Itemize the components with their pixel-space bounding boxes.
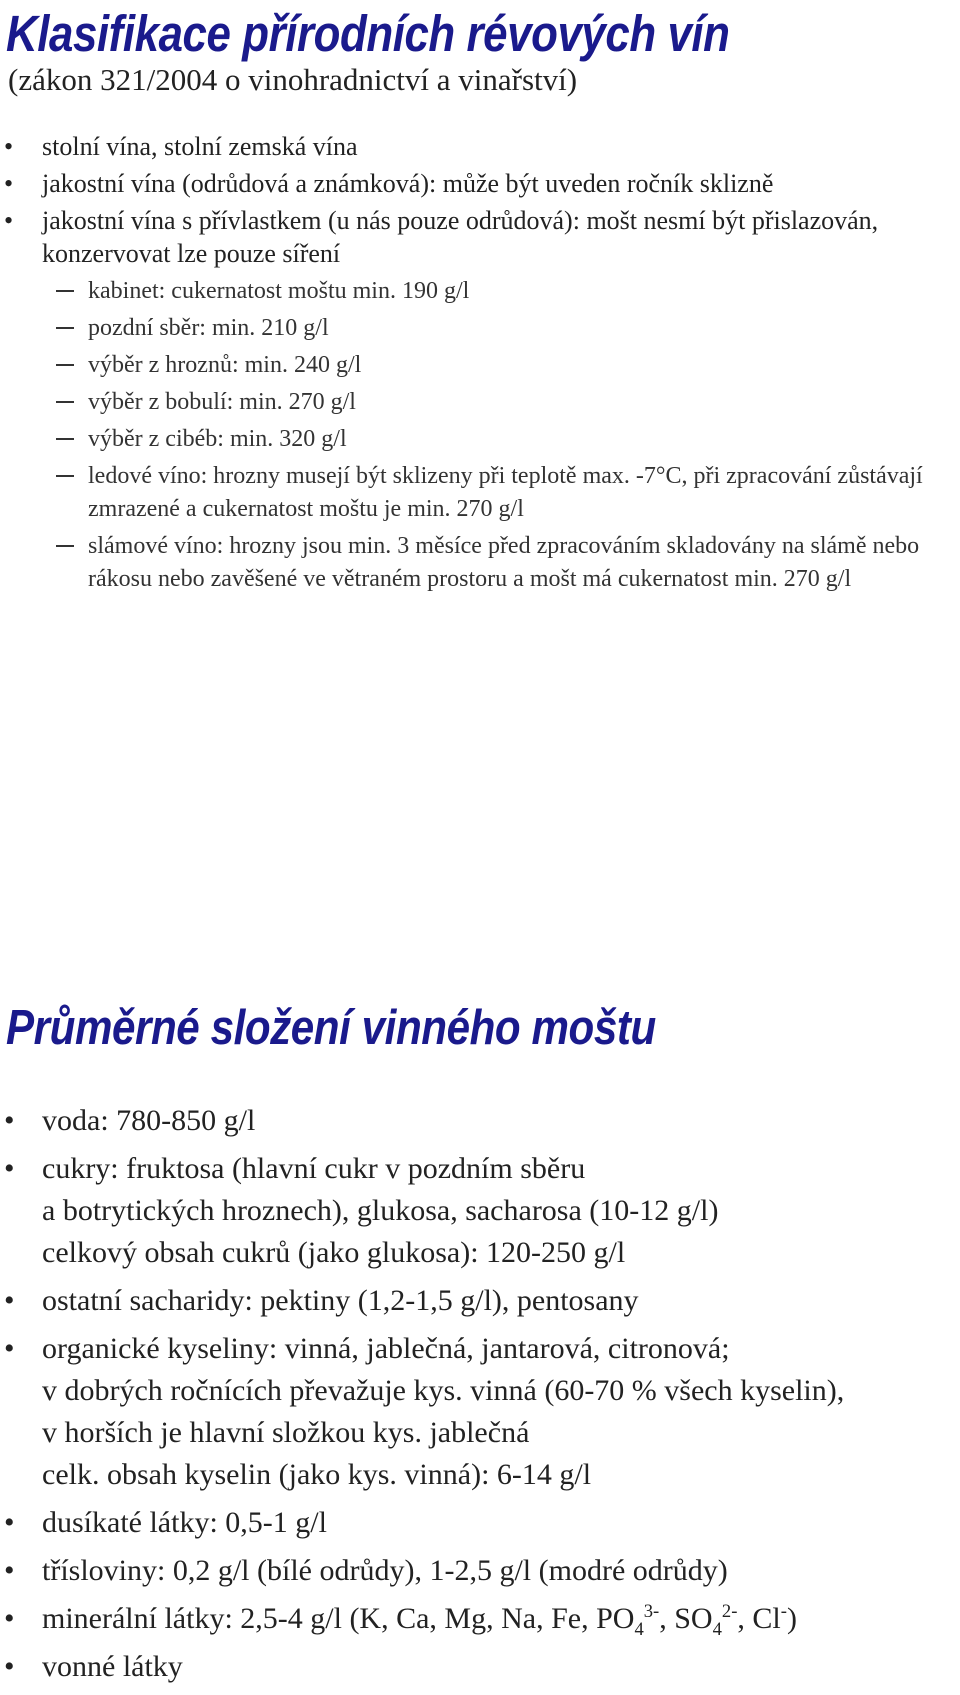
cukry-line-2: a botrytických hroznech), glukosa, sacharosa (10-12 g/l) bbox=[42, 1194, 719, 1227]
subitem-slamove-vino: slámové víno: hrozny jsou min. 3 měsíce před zpracováním skladovány na slámě nebo rákosu nebo zavěšené ve větraném prostoru a mošt má cukernatost min. 270 g/l bbox=[0, 530, 940, 596]
subitem-kabinet: kabinet: cukernatost moštu min. 190 g/l bbox=[0, 275, 940, 308]
list-item-voda: • voda: 780-850 g/l bbox=[0, 1100, 950, 1142]
mineral-close-paren: ) bbox=[786, 1602, 797, 1635]
mineral-separator-so: , SO bbox=[659, 1602, 713, 1635]
list-item-kyseliny bbox=[0, 1328, 950, 1496]
mineral-text: minerální látky: 2,5-4 g/l (K, Ca, Mg, Na, Fe, PO bbox=[42, 1602, 635, 1635]
so-superscript: 2- bbox=[721, 1601, 738, 1622]
predicate-wines-text: jakostní vína s přívlastkem (u nás pouze odrůdová): mošt nesmí být přislazován, konzervovat lze pouze síření bbox=[42, 206, 879, 268]
section-title-classification: Klasifikace přírodních révových vín bbox=[6, 5, 730, 62]
list-item-sacharidy: • ostatní sacharidy: pektiny (1,2-1,5 g/l), pentosany bbox=[0, 1280, 950, 1322]
po-superscript: 3- bbox=[643, 1601, 660, 1622]
list-item-quality-wines: • jakostní vína (odrůdová a známková): může být uveden ročník sklizně bbox=[0, 167, 940, 200]
section-title-must-composition: Průměrné složení vinného moštu bbox=[6, 1001, 656, 1055]
law-reference-subtitle: (zákon 321/2004 o vinohradnictví a vinařství) bbox=[8, 62, 578, 97]
so-subscript: 4 bbox=[712, 1619, 722, 1640]
list-item-dusikate: • dusíkaté látky: 0,5-1 g/l bbox=[0, 1502, 950, 1544]
mineral-separator-cl: , Cl bbox=[737, 1602, 781, 1635]
list-item-trisloviny: • třísloviny: 0,2 g/l (bílé odrůdy), 1-2,5 g/l (modré odrůdy) bbox=[0, 1550, 950, 1592]
subitem-vyber-z-cibeb: výběr z cibéb: min. 320 g/l bbox=[0, 423, 940, 456]
must-composition-list bbox=[0, 1100, 950, 1694]
list-item-mineralni bbox=[0, 1598, 950, 1640]
subitem-ledove-vino: ledové víno: hrozny musejí být sklizeny při teplotě max. -7°C, při zpracování zůstávají zmrazené a cukernatost moštu je min. 270 g/l bbox=[0, 460, 940, 526]
cl-superscript: - bbox=[780, 1601, 787, 1622]
kyseliny-line-3: v horších je hlavní složkou kys. jablečná bbox=[42, 1416, 530, 1449]
kyseliny-line-4: celk. obsah kyselin (jako kys. vinná): 6-14 g/l bbox=[42, 1458, 592, 1491]
wine-classification-list bbox=[0, 130, 940, 600]
list-item-cukry bbox=[0, 1148, 950, 1274]
subitem-vyber-z-bobuli: výběr z bobulí: min. 270 g/l bbox=[0, 386, 940, 419]
po-subscript: 4 bbox=[634, 1619, 644, 1640]
list-item-table-wines: • stolní vína, stolní zemská vína bbox=[0, 130, 940, 163]
subitem-pozdni-sber: pozdní sběr: min. 210 g/l bbox=[0, 312, 940, 345]
list-item-predicate-wines bbox=[0, 204, 940, 596]
list-item-vonne: • vonné látky bbox=[0, 1646, 950, 1688]
subitem-vyber-z-hroznu: výběr z hroznů: min. 240 g/l bbox=[0, 349, 940, 382]
cukry-line-1: • cukry: fruktosa (hlavní cukr v pozdním sběru bbox=[42, 1152, 586, 1185]
kyseliny-line-1: • organické kyseliny: vinná, jablečná, jantarová, citronová; bbox=[42, 1332, 730, 1365]
predicate-subitems bbox=[0, 275, 940, 596]
kyseliny-line-2: v dobrých ročnících převažuje kys. vinná (60-70 % všech kyselin), bbox=[42, 1374, 845, 1407]
cukry-line-3: celkový obsah cukrů (jako glukosa): 120-250 g/l bbox=[42, 1236, 626, 1269]
